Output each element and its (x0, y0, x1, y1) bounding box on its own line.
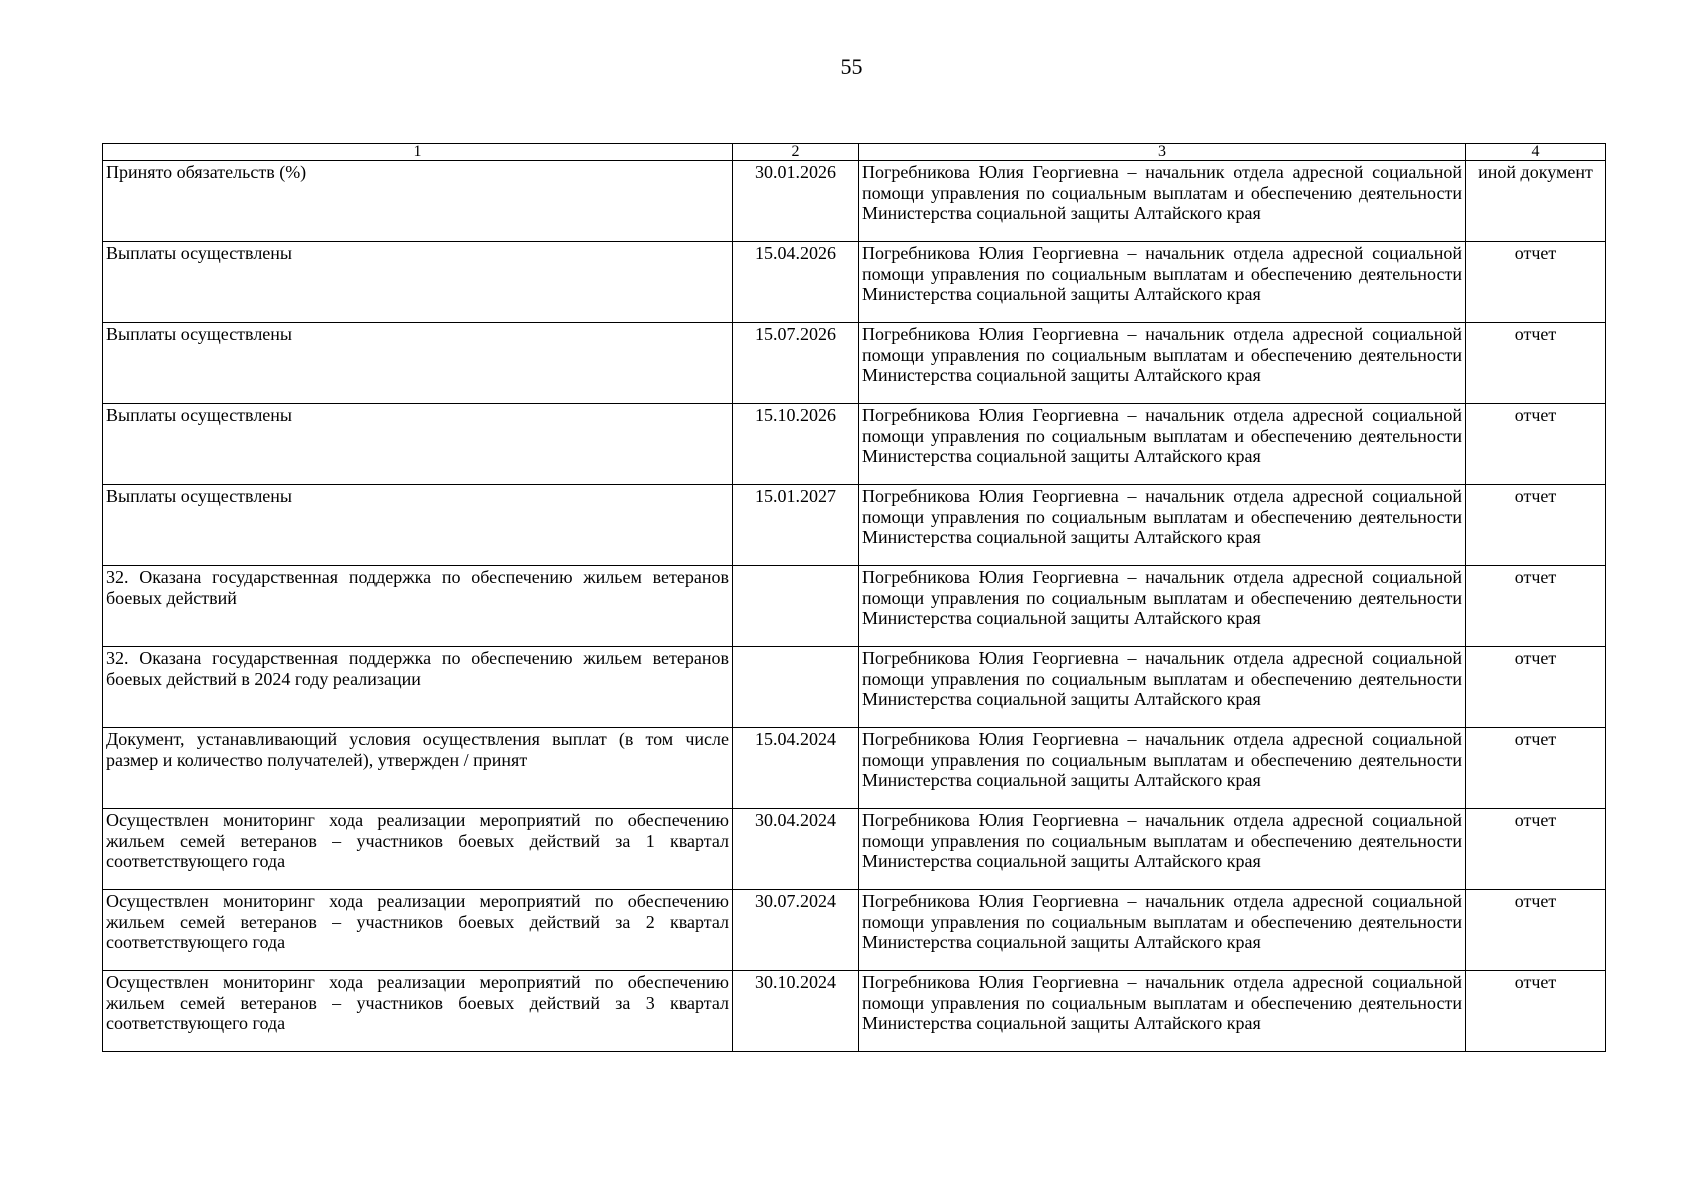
result-cell: Выплаты осуществлены (103, 404, 733, 485)
date-cell (733, 566, 859, 647)
date-cell: 30.07.2024 (733, 890, 859, 971)
result-cell: Выплаты осуществлены (103, 485, 733, 566)
document-type-cell: отчет (1466, 809, 1606, 890)
result-cell: Осуществлен мониторинг хода реализации мероприятий по обеспечению жильем семей ветеранов – участников боевых действий за 2 квартал соответствующего года (103, 890, 733, 971)
result-cell: 32. Оказана государственная поддержка по обеспечению жильем ветеранов боевых действий в 2024 году реализации (103, 647, 733, 728)
document-type-cell: отчет (1466, 485, 1606, 566)
responsible-cell: Погребникова Юлия Георгиевна – начальник отдела адресной социальной помощи управления по социальным выплатам и обеспечению деятельности Министерства социальной защиты Алтайского края (859, 809, 1466, 890)
responsible-cell: Погребникова Юлия Георгиевна – начальник отдела адресной социальной помощи управления по социальным выплатам и обеспечению деятельности Министерства социальной защиты Алтайского края (859, 323, 1466, 404)
responsible-cell: Погребникова Юлия Георгиевна – начальник отдела адресной социальной помощи управления по социальным выплатам и обеспечению деятельности Министерства социальной защиты Алтайского края (859, 404, 1466, 485)
responsible-cell: Погребникова Юлия Георгиевна – начальник отдела адресной социальной помощи управления по социальным выплатам и обеспечению деятельности Министерства социальной защиты Алтайского края (859, 242, 1466, 323)
document-type-cell: отчет (1466, 404, 1606, 485)
header-row (103, 144, 1606, 161)
date-cell: 30.01.2026 (733, 161, 859, 242)
table-row (103, 728, 1606, 809)
page-number: 55 (840, 54, 863, 79)
table-row (103, 566, 1606, 647)
responsible-cell: Погребникова Юлия Георгиевна – начальник отдела адресной социальной помощи управления по социальным выплатам и обеспечению деятельности Министерства социальной защиты Алтайского края (859, 161, 1466, 242)
table-row (103, 242, 1606, 323)
responsible-cell: Погребникова Юлия Георгиевна – начальник отдела адресной социальной помощи управления по социальным выплатам и обеспечению деятельности Министерства социальной защиты Алтайского края (859, 647, 1466, 728)
responsible-cell: Погребникова Юлия Георгиевна – начальник отдела адресной социальной помощи управления по социальным выплатам и обеспечению деятельности Министерства социальной защиты Алтайского края (859, 971, 1466, 1052)
document-type-cell: отчет (1466, 242, 1606, 323)
date-cell (733, 647, 859, 728)
table-row (103, 809, 1606, 890)
responsible-cell: Погребникова Юлия Георгиевна – начальник отдела адресной социальной помощи управления по социальным выплатам и обеспечению деятельности Министерства социальной защиты Алтайского края (859, 728, 1466, 809)
column-header-3: 3 (859, 144, 1466, 161)
date-cell: 15.07.2026 (733, 323, 859, 404)
result-cell: Документ, устанавливающий условия осуществления выплат (в том числе размер и количество получателей), утвержден / принят (103, 728, 733, 809)
responsible-cell: Погребникова Юлия Георгиевна – начальник отдела адресной социальной помощи управления по социальным выплатам и обеспечению деятельности Министерства социальной защиты Алтайского края (859, 485, 1466, 566)
result-cell: Осуществлен мониторинг хода реализации мероприятий по обеспечению жильем семей ветеранов – участников боевых действий за 1 квартал соответствующего года (103, 809, 733, 890)
table-row (103, 971, 1606, 1052)
date-cell: 15.04.2026 (733, 242, 859, 323)
result-cell: Принято обязательств (%) (103, 161, 733, 242)
table-row (103, 404, 1606, 485)
table-row (103, 647, 1606, 728)
result-cell: Осуществлен мониторинг хода реализации мероприятий по обеспечению жильем семей ветеранов – участников боевых действий за 3 квартал соответствующего года (103, 971, 733, 1052)
table-row (103, 323, 1606, 404)
document-type-cell: отчет (1466, 647, 1606, 728)
table-row (103, 485, 1606, 566)
date-cell: 30.10.2024 (733, 971, 859, 1052)
document-type-cell: иной документ (1466, 161, 1606, 242)
column-header-4: 4 (1466, 144, 1606, 161)
result-cell: 32. Оказана государственная поддержка по обеспечению жильем ветеранов боевых действий (103, 566, 733, 647)
result-cell: Выплаты осуществлены (103, 242, 733, 323)
result-cell: Выплаты осуществлены (103, 323, 733, 404)
document-type-cell: отчет (1466, 566, 1606, 647)
date-cell: 30.04.2024 (733, 809, 859, 890)
date-cell: 15.01.2027 (733, 485, 859, 566)
responsible-cell: Погребникова Юлия Георгиевна – начальник отдела адресной социальной помощи управления по социальным выплатам и обеспечению деятельности Министерства социальной защиты Алтайского края (859, 890, 1466, 971)
document-type-cell: отчет (1466, 728, 1606, 809)
column-header-2: 2 (733, 144, 859, 161)
document-type-cell: отчет (1466, 971, 1606, 1052)
date-cell: 15.10.2026 (733, 404, 859, 485)
date-cell: 15.04.2024 (733, 728, 859, 809)
table-row (103, 161, 1606, 242)
responsible-cell: Погребникова Юлия Георгиевна – начальник отдела адресной социальной помощи управления по социальным выплатам и обеспечению деятельности Министерства социальной защиты Алтайского края (859, 566, 1466, 647)
document-type-cell: отчет (1466, 890, 1606, 971)
document-type-cell: отчет (1466, 323, 1606, 404)
table-row (103, 890, 1606, 971)
column-header-1: 1 (103, 144, 733, 161)
plan-table (102, 143, 1606, 1052)
